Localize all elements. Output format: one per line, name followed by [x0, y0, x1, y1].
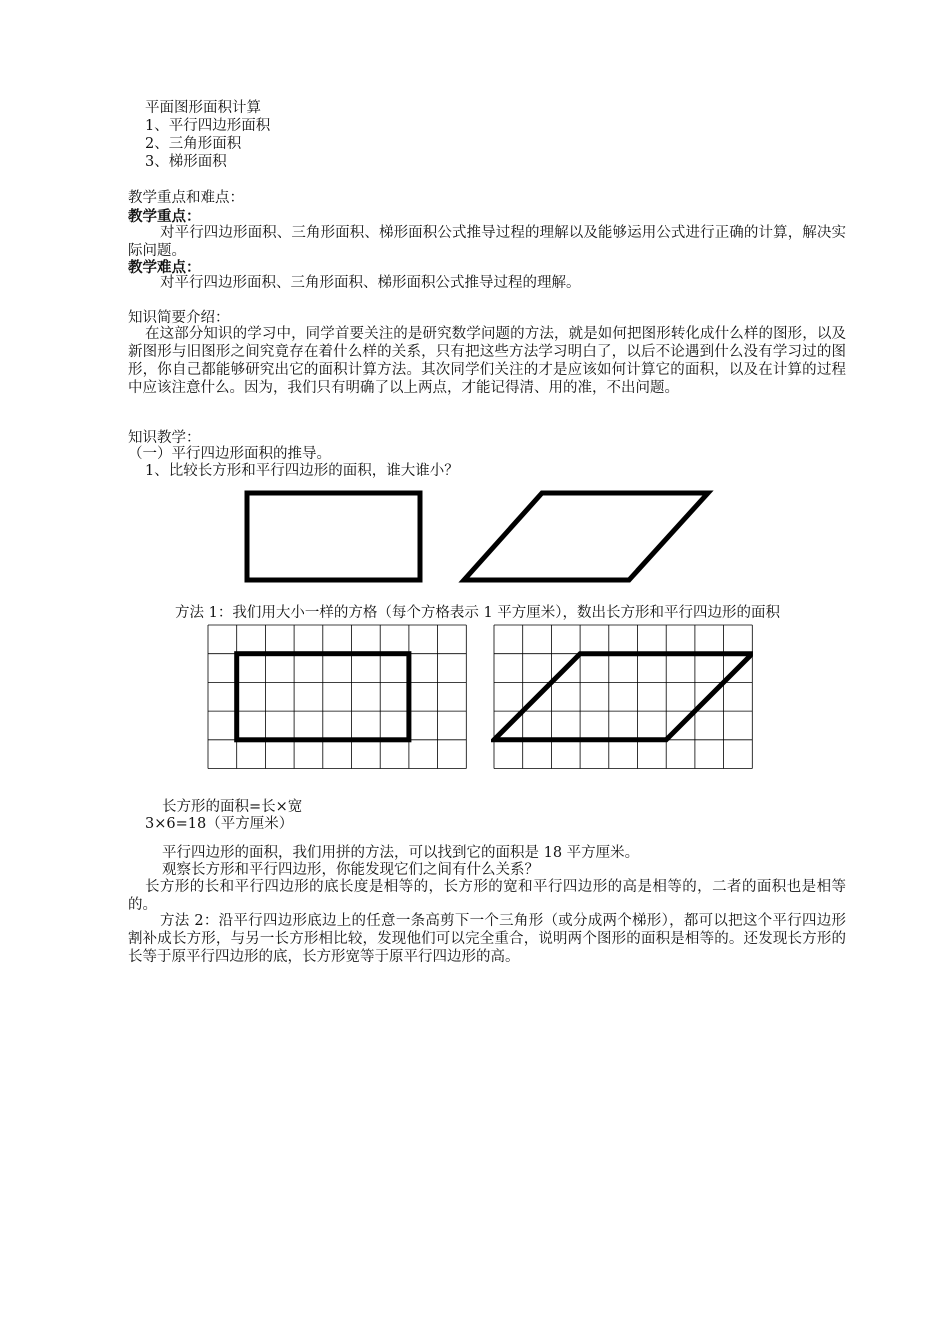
method-1: 方法 1：我们用大小一样的方格（每个方格表示 1 平方厘米），数出长方形和平行四边形的面积	[175, 605, 781, 621]
key-text: 对平行四边形面积、三角形面积、梯形面积公式推导过程的理解以及能够运用公式进行正确的计算，解决实际问题。	[128, 225, 846, 259]
method-2: 方法 2：沿平行四边形底边上的任意一条高剪下一个三角形（或分成两个梯形），都可以把这个平行四边形割补成长方形，与另一长方形相比较，发现他们可以完全重合，说明两个图形的面积是相等的。还发现长方形的长等于原平行四边形的底，长方形宽等于原平行四边形的高。	[128, 913, 846, 965]
toc-item-2: 2、三角形面积	[145, 136, 242, 152]
relation-text: 长方形的长和平行四边形的底长度是相等的，长方形的宽和平行四边形的高是相等的，二者的面积也是相等的。	[128, 879, 846, 913]
observe-text: 观察长方形和平行四边形，你能发现它们之间有什么关系？	[162, 862, 539, 878]
rectangle-shape	[247, 493, 420, 580]
teach-header: 知识教学：	[128, 430, 201, 446]
key-label: 教学重点：	[128, 208, 201, 225]
toc-item-3: 3、梯形面积	[145, 154, 227, 170]
rect-formula: 长方形的面积=长×宽	[162, 799, 303, 815]
section-1: （一）平行四边形面积的推导。	[128, 446, 331, 462]
rect-calc: 3×6=18（平方厘米）	[145, 816, 294, 832]
question-1: 1、比较长方形和平行四边形的面积，谁大谁小？	[145, 463, 459, 479]
intro-text: 在这部分知识的学习中，同学首要关注的是研究数学问题的方法，就是如何把图形转化成什么样的图形，以及新图形与旧图形之间究竟存在着什么样的关系，只有把这些方法学习明白了，以后不论遇到什么没有学习过的图形，你自己都能够研究出它的面积计算方法。其次同学们关注的才是应该如何计算它的面积，以及在计算的过程中应该注意什么。因为，我们只有明确了以上两点，才能记得清、用的准，不出问题。	[128, 326, 846, 396]
doc-title: 平面图形面积计算	[145, 100, 261, 116]
intro-header: 知识简要介绍：	[128, 310, 230, 326]
difficult-label: 教学难点：	[128, 259, 201, 276]
parallelogram-shape	[464, 493, 708, 580]
para-area-text: 平行四边形的面积，我们用拼的方法，可以找到它的面积是 18 平方厘米。	[162, 845, 640, 861]
toc-item-1: 1、平行四边形面积	[145, 118, 271, 134]
grid-with-rectangle	[205, 622, 467, 770]
difficult-text: 对平行四边形面积、三角形面积、梯形面积公式推导过程的理解。	[160, 275, 581, 291]
grid-parallelogram	[494, 654, 752, 740]
focus-header: 教学重点和难点：	[128, 190, 244, 206]
shapes-figure	[0, 485, 950, 595]
grid-with-parallelogram	[491, 622, 753, 770]
